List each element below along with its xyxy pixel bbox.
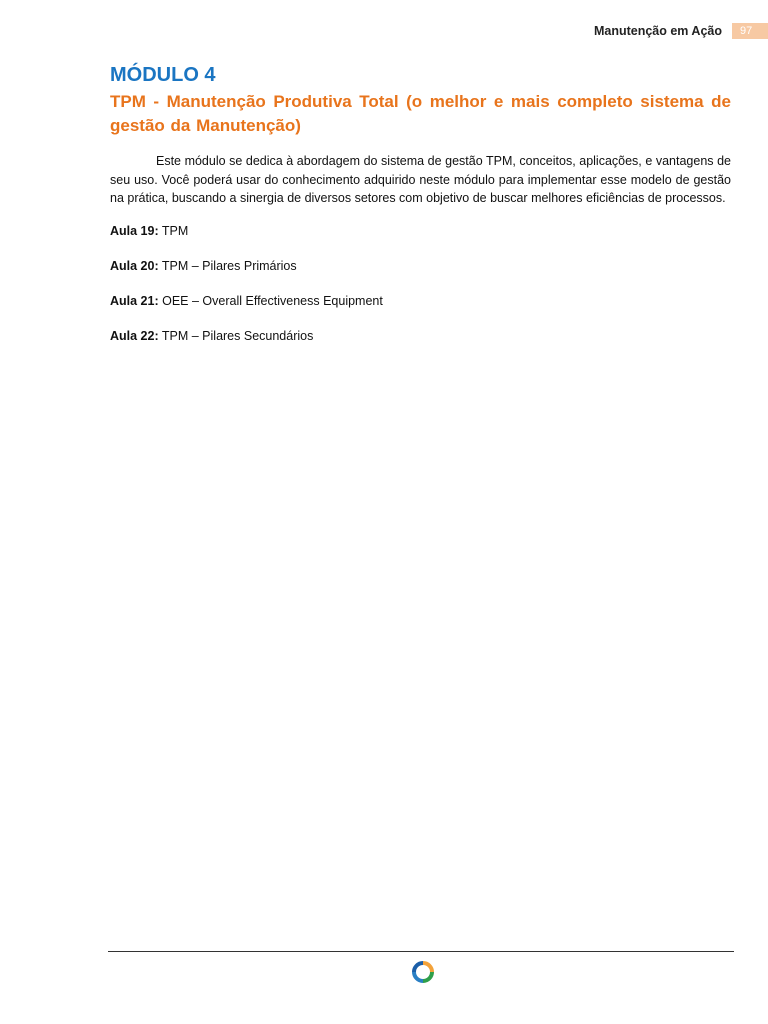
lesson-item: [110, 257, 731, 275]
lesson-title: TPM: [161, 223, 189, 238]
footer-divider: [108, 951, 734, 952]
module-title: MÓDULO 4: [110, 64, 216, 86]
lesson-number: Aula 22:: [110, 328, 159, 343]
module-intro: Este módulo se dedica à abordagem do sistema de gestão TPM, conceitos, aplicações, e vantagens de seu uso. Você poderá usar do conhecimento adquirido neste módulo para implementar esse modelo de gestão na prática, buscando a sinergia de diversos setores com objetivo de buscar melhores eficiências de processos.: [110, 154, 731, 205]
lesson-item: [110, 327, 731, 345]
lesson-number: Aula 21:: [110, 293, 159, 308]
lesson-title: TPM – Pilares Secundários: [161, 328, 314, 343]
circular-logo-icon: [412, 961, 434, 983]
lesson-title: OEE – Overall Effectiveness Equipment: [162, 293, 383, 308]
lesson-title: TPM – Pilares Primários: [161, 258, 297, 273]
module-subtitle: TPM - Manutenção Produtiva Total (o melhor e mais completo sistema de gestão da Manutenção): [110, 92, 731, 135]
page-header: [594, 22, 768, 40]
page-number: 97: [732, 23, 768, 39]
lesson-number: Aula 19:: [110, 223, 159, 238]
lesson-list: [110, 222, 731, 345]
running-title: Manutenção em Ação: [593, 24, 722, 38]
lesson-item: [110, 292, 731, 310]
lesson-item: [110, 222, 731, 240]
page-content: [110, 62, 731, 362]
lesson-number: Aula 20:: [110, 258, 159, 273]
